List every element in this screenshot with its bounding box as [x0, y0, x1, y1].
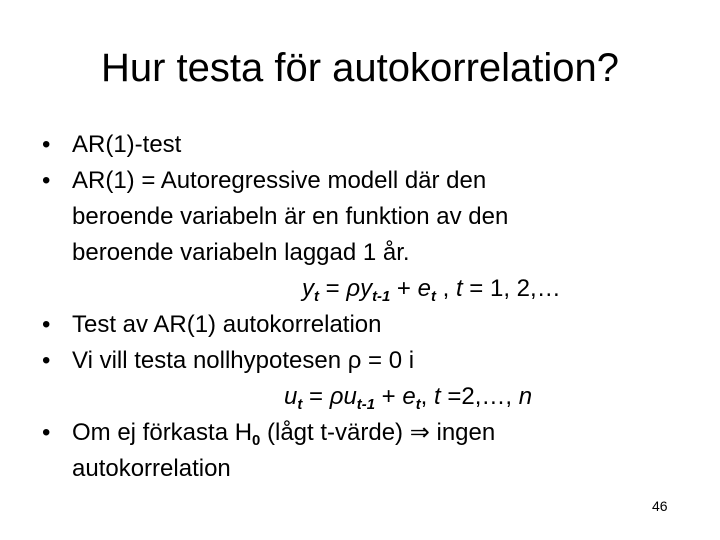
formula-var: y — [360, 275, 373, 302]
bullet-text: AR(1)-test — [72, 131, 182, 158]
formula-separator: , — [435, 275, 456, 302]
formula-subscript: t-1 — [372, 289, 391, 306]
bullet-icon: • — [42, 131, 51, 158]
bullet-text-line — [72, 415, 702, 451]
formula-separator: , — [420, 383, 435, 410]
bullet-text: Vi vill testa nollhypotesen ρ = 0 i — [72, 347, 415, 374]
formula-operator: + — [374, 383, 403, 410]
formula-var: y — [302, 275, 314, 302]
formula-range: = 1, 2,… — [462, 275, 561, 302]
formula-ar1-y — [42, 271, 702, 307]
bullet-text-line: AR(1) = Autoregressive modell där den — [72, 167, 487, 194]
formula-subscript: t — [415, 397, 421, 414]
bullet-text: Test av AR(1) autokorrelation — [72, 311, 382, 338]
bullet-icon: • — [42, 419, 51, 446]
bullet-item-ar1-definition — [42, 163, 702, 271]
bullet-list — [42, 127, 702, 487]
formula-var: t — [434, 383, 441, 410]
bullet-text: (lågt t-värde) ⇒ ingen — [260, 419, 496, 446]
formula-var: t — [455, 275, 463, 302]
bullet-icon: • — [42, 347, 51, 374]
formula-range: =2,…, — [440, 383, 519, 410]
rho-symbol: ρ — [346, 275, 361, 302]
bullet-icon: • — [42, 311, 51, 338]
page-number: 46 — [652, 498, 668, 514]
formula-subscript: t — [314, 289, 319, 306]
formula-operator: = — [318, 275, 347, 302]
formula-operator: + — [390, 275, 418, 302]
formula-var: e — [402, 383, 416, 410]
slide-title: Hur testa för autokorrelation? — [100, 46, 620, 90]
formula-var: e — [417, 275, 431, 302]
formula-var: u — [284, 383, 298, 410]
formula-ar1-u — [42, 379, 702, 415]
rho-symbol: ρ — [329, 383, 344, 410]
bullet-item-conclusion — [42, 415, 702, 487]
formula-var: u — [343, 383, 357, 410]
bullet-text-line: beroende variabeln är en funktion av den — [72, 203, 509, 230]
bullet-item-test — [42, 307, 702, 343]
formula-subscript: t — [297, 397, 303, 414]
bullet-text-line: beroende variabeln laggad 1 år. — [72, 239, 410, 266]
bullet-icon: • — [42, 167, 51, 194]
bullet-text-line: autokorrelation — [72, 455, 231, 482]
bullet-text: Om ej förkasta H — [72, 419, 253, 446]
formula-operator: = — [302, 383, 330, 410]
bullet-item-null-hypothesis — [42, 343, 702, 379]
bullet-item-ar1-test — [42, 127, 702, 163]
formula-var: n — [518, 383, 533, 410]
h0-subscript: 0 — [252, 433, 261, 450]
formula-subscript: t-1 — [356, 397, 375, 414]
formula-subscript: t — [430, 289, 436, 306]
